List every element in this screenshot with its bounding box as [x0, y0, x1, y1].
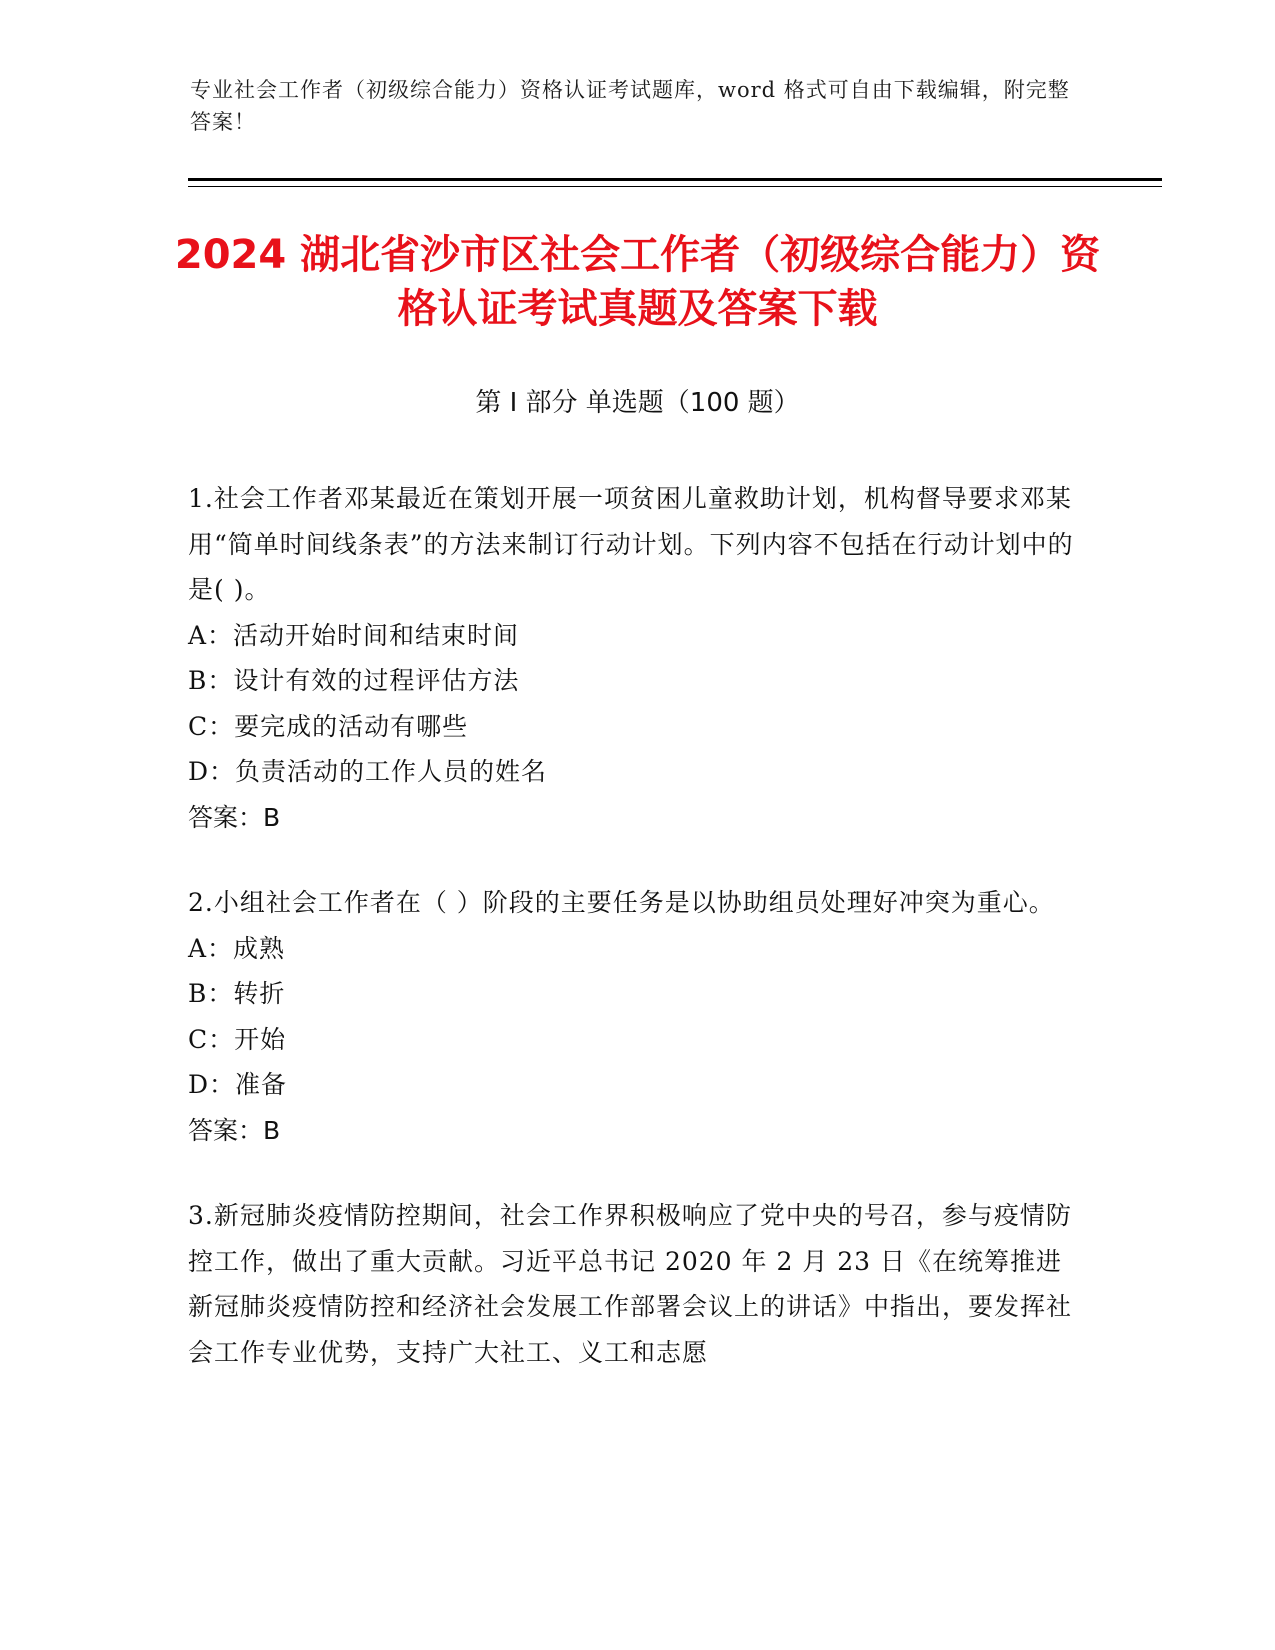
question-stem: 3.新冠肺炎疫情防控期间，社会工作界积极响应了党中央的号召，参与疫情防控工作，做出了重大贡献。习近平总书记 2020 年 2 月 23 日《在统筹推进新冠肺炎疫情防控和经济社会发展工作部署会议上的讲话》中指出，要发挥社会工作专业优势，支持广大社工、义工和志愿 [188, 1201, 1073, 1367]
answer: 答案：B [188, 1115, 281, 1145]
document-title: 2024 湖北省沙市区社会工作者（初级综合能力）资格认证考试真题及答案下载 [174, 232, 1101, 332]
option-b: B：设计有效的过程评估方法 [188, 666, 520, 695]
option-d: D：准备 [188, 1070, 288, 1099]
question-list [188, 476, 1080, 1415]
answer: 答案：B [188, 802, 281, 832]
option-d: D：负责活动的工作人员的姓名 [188, 757, 548, 786]
option-c: C：要完成的活动有哪些 [188, 711, 469, 741]
option-b: B：转折 [188, 979, 286, 1008]
section-title: 第 I 部分 单选题（100 题） [475, 388, 800, 418]
option-a: A：成熟 [188, 933, 286, 963]
question-3 [188, 1193, 1080, 1375]
option-a: A：活动开始时间和结束时间 [188, 620, 520, 650]
option-c: C：开始 [188, 1024, 287, 1054]
question-stem: 1.社会工作者邓某最近在策划开展一项贫困儿童救助计划，机构督导要求邓某用“简单时间线条表”的方法来制订行动计划。下列内容不包括在行动计划中的是( )。 [188, 484, 1074, 604]
header-rule-thick [188, 178, 1162, 181]
header-note: 专业社会工作者（初级综合能力）资格认证考试题库，word 格式可自由下载编辑，附完整答案！ [190, 78, 1070, 134]
question-stem: 2.小组社会工作者在（ ）阶段的主要任务是以协助组员处理好冲突为重心。 [188, 888, 1055, 917]
question-1 [188, 476, 1080, 840]
question-2 [188, 880, 1080, 1153]
header-rule-thin [188, 186, 1162, 187]
